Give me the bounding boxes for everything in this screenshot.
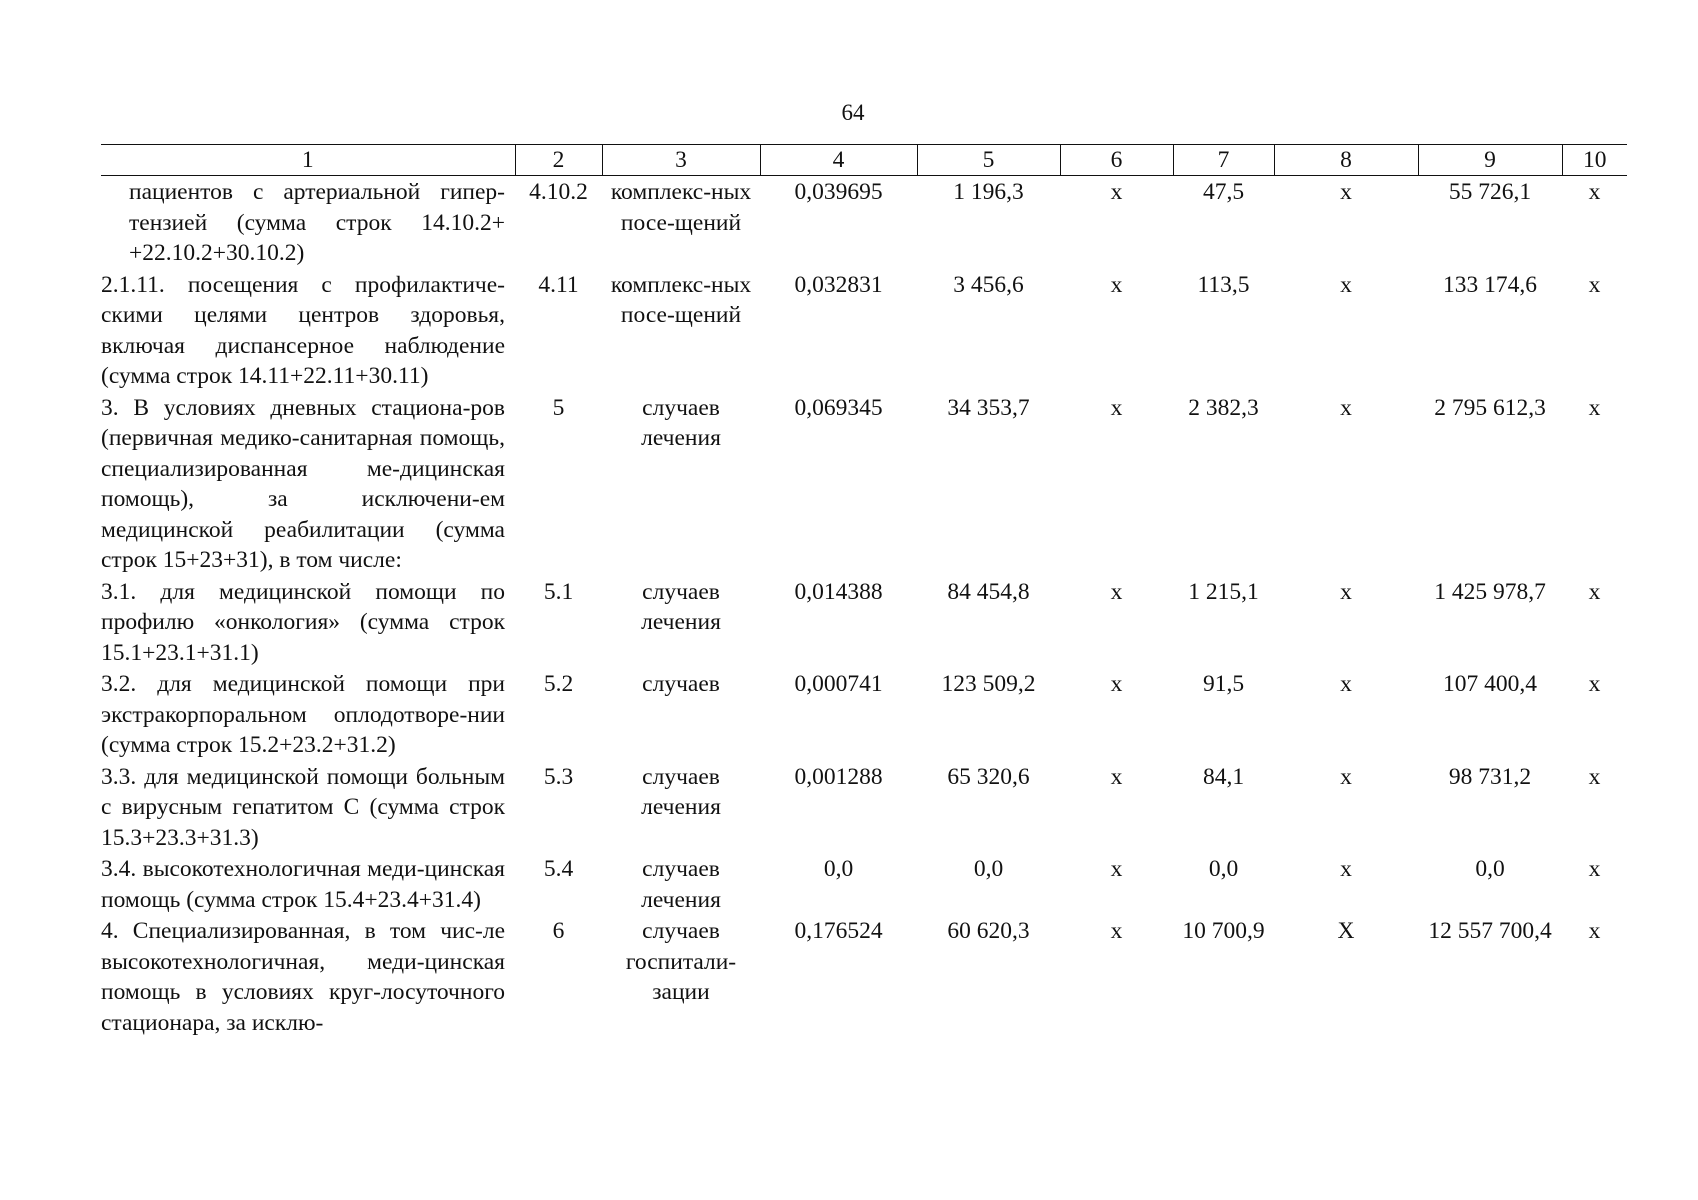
column-header: 4 [760, 145, 917, 176]
row-value-col10: х [1588, 271, 1601, 298]
row-unit: комплекс-ных посе-щений [610, 271, 752, 328]
row-description: 3.4. высокотехнологичная меди-цинская помощь (сумма строк 15.4+23.4+31.4) [101, 856, 505, 913]
row-code: 5.1 [543, 578, 574, 605]
row-unit: случаев лечения [641, 578, 721, 635]
row-value-col8: х [1340, 578, 1352, 605]
row-value-col10: х [1588, 918, 1601, 944]
row-value-col4: 0,001288 [794, 763, 883, 790]
row-value-col5: 1 196,3 [953, 179, 1024, 205]
row-value-col4: 0,069345 [794, 394, 883, 421]
row-description: пациентов с артериальной гипер-тензией (сумма строк 14.10.2+ +22.10.2+30.10.2) [129, 179, 505, 266]
row-value-col8: х [1340, 671, 1352, 697]
table-row [101, 392, 1627, 576]
row-unit: случаев лечения [641, 394, 721, 451]
row-value-col7: 113,5 [1197, 271, 1250, 298]
table-row [101, 915, 1627, 1038]
row-value-col7: 84,1 [1202, 763, 1245, 790]
row-value-col6: х [1110, 271, 1123, 298]
row-description: 3.2. для медицинской помощи при экстракорпоральном оплодотворе-нии (сумма строк 15.2+23.2+31.2) [101, 671, 505, 758]
row-value-col5: 84 454,8 [947, 578, 1030, 605]
row-value-col9: 133 174,6 [1443, 271, 1537, 298]
row-value-col10: х [1588, 578, 1601, 605]
column-header: 6 [1060, 145, 1173, 176]
row-unit: случаев [642, 671, 720, 697]
row-description: 4. Специализированная, в том чис-ле высокотехнологичная, меди-цинская помощь в условиях круг-лосуточного стационара, за исклю- [101, 918, 505, 1036]
row-code: 5 [552, 394, 565, 421]
row-code: 4.10.2 [529, 179, 588, 205]
table-row [101, 761, 1627, 854]
table-body [101, 176, 1627, 1039]
column-number-row [101, 145, 1627, 176]
table-row [101, 576, 1627, 669]
row-value-col6: х [1110, 394, 1123, 421]
row-value-col5: 34 353,7 [947, 394, 1030, 421]
row-value-col10: х [1588, 671, 1601, 697]
column-header: 1 [101, 145, 515, 176]
row-value-col8: х [1340, 856, 1352, 882]
table-row [101, 668, 1627, 761]
data-table [101, 144, 1627, 1038]
column-header: 8 [1274, 145, 1418, 176]
row-value-col4: 0,000741 [794, 671, 883, 697]
column-header: 7 [1173, 145, 1274, 176]
row-value-col10: х [1588, 856, 1601, 882]
row-code: 5.3 [543, 763, 574, 790]
row-value-col8: х [1340, 394, 1352, 421]
row-value-col10: х [1588, 394, 1601, 421]
row-value-col7: 91,5 [1202, 671, 1245, 697]
row-description: 3.3. для медицинской помощи больным с вирусным гепатитом С (сумма строк 15.3+23.3+31.3) [101, 763, 505, 851]
row-value-col4: 0,032831 [794, 271, 883, 298]
row-unit: комплекс-ных посе-щений [610, 179, 752, 236]
row-value-col6: х [1110, 179, 1123, 205]
row-unit: случаев лечения [641, 763, 721, 820]
row-value-col5: 3 456,6 [953, 271, 1024, 298]
row-value-col9: 107 400,4 [1443, 671, 1537, 697]
row-value-col9: 12 557 700,4 [1428, 918, 1552, 944]
row-value-col9: 98 731,2 [1448, 763, 1532, 790]
row-value-col9: 2 795 612,3 [1434, 394, 1546, 421]
row-value-col9: 55 726,1 [1448, 179, 1532, 205]
row-value-col6: х [1110, 578, 1123, 605]
row-value-col8: х [1340, 179, 1352, 205]
row-value-col7: 1 215,1 [1188, 578, 1259, 605]
table-row [101, 853, 1627, 915]
row-value-col9: 1 425 978,7 [1434, 578, 1546, 605]
row-value-col5: 65 320,6 [947, 763, 1030, 790]
page-number: 64 [841, 100, 865, 125]
row-value-col4: 0,176524 [794, 918, 883, 944]
row-code: 5.4 [543, 856, 574, 882]
row-value-col10: х [1588, 179, 1601, 205]
row-value-col7: 0,0 [1208, 856, 1239, 882]
row-value-col5: 60 620,3 [947, 918, 1030, 944]
table-row [101, 176, 1627, 269]
row-value-col6: х [1110, 918, 1123, 944]
row-code: 4.11 [538, 271, 579, 298]
column-header: 10 [1562, 145, 1627, 176]
row-code: 6 [552, 918, 565, 944]
row-value-col7: 47,5 [1202, 179, 1245, 205]
row-value-col7: 10 700,9 [1182, 918, 1265, 944]
row-value-col8: х [1340, 271, 1352, 298]
row-value-col4: 0,0 [823, 856, 854, 882]
row-unit: случаев лечения [641, 856, 721, 913]
column-header: 5 [917, 145, 1060, 176]
row-value-col8: х [1340, 763, 1352, 790]
row-value-col8: Х [1337, 918, 1355, 944]
row-value-col10: х [1588, 763, 1601, 790]
table-row [101, 269, 1627, 392]
row-value-col7: 2 382,3 [1188, 394, 1259, 421]
row-value-col6: х [1110, 763, 1123, 790]
row-description: 2.1.11. посещения с профилактиче-скими целями центров здоровья, включая диспансерное наблюдение (сумма строк 14.11+22.11+30.11) [101, 271, 505, 389]
column-header: 9 [1418, 145, 1562, 176]
column-header: 3 [602, 145, 760, 176]
row-value-col6: х [1110, 671, 1123, 697]
row-description: 3. В условиях дневных стациона-ров (первичная медико-санитарная помощь, специализированная ме-дицинская помощь), за исключени-ем медицинской реабилитации (сумма строк 15+23+31), в том числе: [101, 394, 505, 573]
row-value-col5: 123 509,2 [941, 671, 1036, 697]
row-value-col4: 0,014388 [794, 578, 883, 605]
row-value-col4: 0,039695 [794, 179, 883, 205]
row-description: 3.1. для медицинской помощи по профилю «онкология» (сумма строк 15.1+23.1+31.1) [101, 578, 505, 666]
column-header: 2 [515, 145, 602, 176]
row-code: 5.2 [543, 671, 574, 697]
row-value-col9: 0,0 [1475, 856, 1505, 882]
row-value-col6: х [1110, 856, 1123, 882]
row-unit: случаев госпитали-зации [625, 918, 737, 1005]
row-value-col5: 0,0 [973, 856, 1004, 882]
